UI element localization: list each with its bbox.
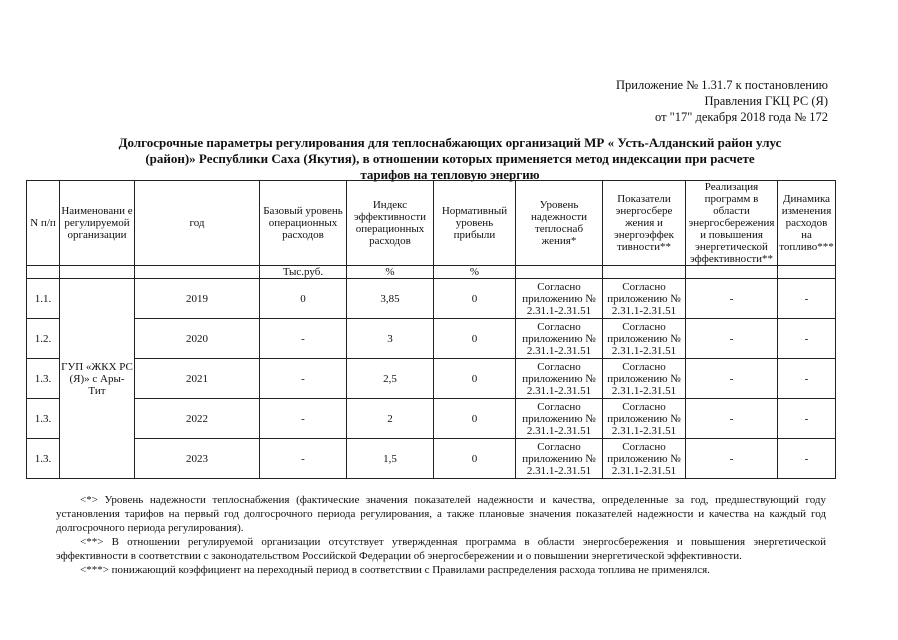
fuel-dynamics-cell: - — [778, 319, 836, 359]
col-header-efficiency-index: Индекс эффективности операционных расходов — [347, 181, 434, 266]
profit-level-cell: 0 — [434, 319, 516, 359]
reliability-cell: Согласно приложению № 2.31.1-2.31.51 — [516, 359, 603, 399]
footnote-energy-program: <**> В отношении регулируемой организации отсутствует утвержденная программа в области энергосбережения и повышения энергетической эффективности в соответствии с законодательством Российской Федерации об энергосбережении и о повышении энергетической эффективности. — [56, 536, 826, 562]
programs-cell: - — [686, 439, 778, 479]
table-row — [27, 399, 836, 439]
appendix-line-2: Правления ГКЦ РС (Я) — [704, 94, 828, 108]
programs-cell: - — [686, 399, 778, 439]
appendix-line-1: Приложение № 1.31.7 к постановлению — [616, 78, 828, 92]
row-number: 1.1. — [27, 279, 60, 319]
title-line-1: Долгосрочные параметры регулирования для теплоснабжающих организаций МР « Усть-Алданский район улус — [118, 135, 782, 150]
footnote-fuel-coefficient: <***> понижающий коэффициент на переходный период в соответствии с Правилами распределения расхода топлива не применялся. — [80, 564, 710, 576]
efficiency-index-cell: 2 — [347, 399, 434, 439]
title-line-2: (район)» Республики Саха (Якутия), в отношении которых применяется метод индексации при расчете — [145, 151, 755, 166]
fuel-dynamics-cell: - — [778, 399, 836, 439]
base-level-cell: - — [260, 359, 347, 399]
reliability-cell: Согласно приложению № 2.31.1-2.31.51 — [516, 319, 603, 359]
unit-cell — [516, 266, 603, 279]
base-level-cell: - — [260, 439, 347, 479]
col-header-programs: Реализация программ в области энергосбережения и повышения энергетической эффективности** — [686, 181, 778, 266]
profit-level-cell: 0 — [434, 399, 516, 439]
col-header-reliability: Уровень надежности теплоснаб жения* — [516, 181, 603, 266]
efficiency-index-cell: 3,85 — [347, 279, 434, 319]
col-header-energy-saving: Показатели энергосбере жения и энергоэффек тивности** — [603, 181, 686, 266]
unit-cell: % — [434, 266, 516, 279]
table-row — [27, 319, 836, 359]
appendix-line-3: от "17" декабря 2018 года № 172 — [655, 110, 828, 124]
energy-saving-cell: Согласно приложению № 2.31.1-2.31.51 — [603, 359, 686, 399]
reliability-cell: Согласно приложению № 2.31.1-2.31.51 — [516, 439, 603, 479]
year-cell: 2023 — [135, 439, 260, 479]
col-header-fuel-dynamics: Динамика изменения расходов на топливо*** — [778, 181, 836, 266]
row-number: 1.3. — [27, 399, 60, 439]
footnotes — [56, 493, 826, 577]
base-level-cell: 0 — [260, 279, 347, 319]
col-header-profit-level: Нормативный уровень прибыли — [434, 181, 516, 266]
organization-name: ГУП «ЖКХ РС (Я)» с Ары-Тит — [60, 279, 135, 479]
energy-saving-cell: Согласно приложению № 2.31.1-2.31.51 — [603, 279, 686, 319]
profit-level-cell: 0 — [434, 279, 516, 319]
units-row — [27, 266, 836, 279]
unit-cell — [778, 266, 836, 279]
energy-saving-cell: Согласно приложению № 2.31.1-2.31.51 — [603, 439, 686, 479]
year-cell: 2022 — [135, 399, 260, 439]
title-line-3: тарифов на тепловую энергию — [360, 167, 540, 182]
document-title — [80, 135, 820, 183]
fuel-dynamics-cell: - — [778, 439, 836, 479]
unit-cell — [27, 266, 60, 279]
unit-cell: Тыс.руб. — [260, 266, 347, 279]
appendix-header — [616, 77, 828, 125]
year-cell: 2019 — [135, 279, 260, 319]
energy-saving-cell: Согласно приложению № 2.31.1-2.31.51 — [603, 319, 686, 359]
row-number: 1.3. — [27, 359, 60, 399]
table-row — [27, 439, 836, 479]
row-number: 1.2. — [27, 319, 60, 359]
unit-cell: % — [347, 266, 434, 279]
efficiency-index-cell: 2,5 — [347, 359, 434, 399]
table-header-row — [27, 181, 836, 266]
row-number: 1.3. — [27, 439, 60, 479]
col-header-npp: N п/п — [27, 181, 60, 266]
col-header-base-level: Базовый уровень операционных расходов — [260, 181, 347, 266]
programs-cell: - — [686, 279, 778, 319]
unit-cell — [135, 266, 260, 279]
base-level-cell: - — [260, 399, 347, 439]
reliability-cell: Согласно приложению № 2.31.1-2.31.51 — [516, 399, 603, 439]
year-cell: 2021 — [135, 359, 260, 399]
fuel-dynamics-cell: - — [778, 279, 836, 319]
energy-saving-cell: Согласно приложению № 2.31.1-2.31.51 — [603, 399, 686, 439]
table-row — [27, 279, 836, 319]
unit-cell — [603, 266, 686, 279]
base-level-cell: - — [260, 319, 347, 359]
table-row — [27, 359, 836, 399]
col-header-organization: Наименовани е регулируемой организации — [60, 181, 135, 266]
col-header-year: год — [135, 181, 260, 266]
reliability-cell: Согласно приложению № 2.31.1-2.31.51 — [516, 279, 603, 319]
year-cell: 2020 — [135, 319, 260, 359]
unit-cell — [60, 266, 135, 279]
efficiency-index-cell: 3 — [347, 319, 434, 359]
unit-cell — [686, 266, 778, 279]
programs-cell: - — [686, 319, 778, 359]
profit-level-cell: 0 — [434, 439, 516, 479]
profit-level-cell: 0 — [434, 359, 516, 399]
efficiency-index-cell: 1,5 — [347, 439, 434, 479]
programs-cell: - — [686, 359, 778, 399]
fuel-dynamics-cell: - — [778, 359, 836, 399]
parameters-table — [26, 180, 836, 479]
footnote-reliability: <*> Уровень надежности теплоснабжения (фактические значения показателей надежности и качества, определенные за год, предшествующий году установления тарифов на первый год долгосрочного периода регулирования, а также плановые значения показателей надежности и качества на каждый год долгосрочного периода регулирования). — [56, 494, 826, 534]
